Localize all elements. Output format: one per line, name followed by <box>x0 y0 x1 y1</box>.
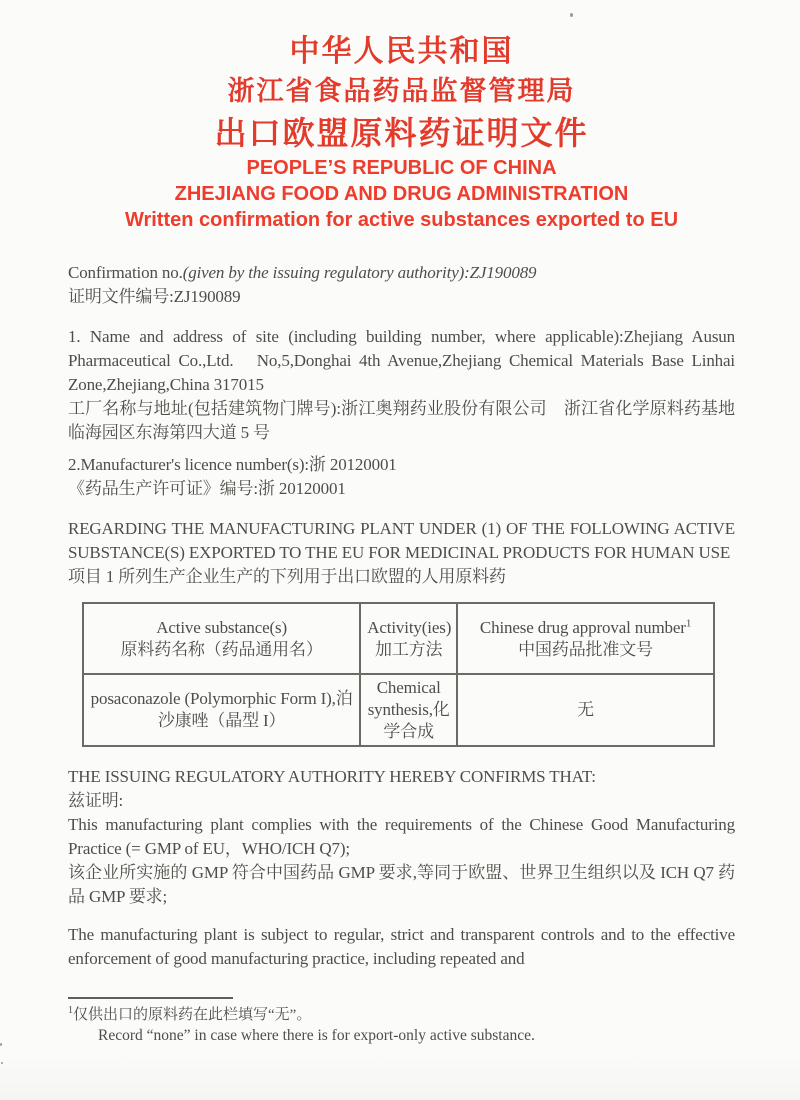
confirmation-number-block <box>68 261 735 309</box>
footnote-separator <box>68 997 233 999</box>
header-agency-en: ZHEJIANG FOOD AND DRUG ADMINISTRATION <box>174 183 629 205</box>
gmp-statement-cn: 该企业所实施的 GMP 符合中国药品 GMP 要求,等同于欧盟、世界卫生组织以及 ICH Q7 药品 GMP 要求; <box>68 863 735 906</box>
footnote-marker: 1 <box>68 1005 73 1016</box>
confirms-heading-en: THE ISSUING REGULATORY AUTHORITY HEREBY CONFIRMS THAT: <box>68 767 596 786</box>
document-header <box>68 33 735 233</box>
header-agency-cn: 浙江省食品药品监督管理局 <box>227 76 576 106</box>
confirmation-number-line-en <box>68 261 735 285</box>
section-2-licence-number <box>68 453 735 501</box>
table-row <box>83 674 714 746</box>
table-header-row <box>83 603 714 674</box>
confirmation-value: (given by the issuing regulatory authority):ZJ190089 <box>182 263 537 282</box>
section-2-text-en: 2.Manufacturer's licence number(s):浙 20120001 <box>68 455 397 474</box>
footnote-marker: 1 <box>685 616 692 629</box>
footnote-text-cn: $^1$仅供出口的原料药在此栏填写“无”。 <box>68 1005 312 1023</box>
scan-speck <box>570 13 573 17</box>
col-header-approval-number: Chinese drug approval number$^1$ 中国药品批准文号 <box>457 603 714 674</box>
cell-approval: 无 <box>457 674 714 746</box>
header-doc-title-cn: 出口欧盟原料药证明文件 <box>214 115 589 151</box>
section-1-text-cn: 工厂名称与地址(包括建筑物门牌号):浙江奥翔药业股份有限公司 浙江省化学原料药基地临海园区东海第四大道 5 号 <box>68 399 735 442</box>
cell-substance: posaconazole (Polymorphic Form I),泊沙康唑（晶型 I） <box>83 674 360 746</box>
confirmation-statements <box>68 765 735 909</box>
controls-statement-en: The manufacturing plant is subject to regular, strict and transparent controls and to the effective enforcement of good manufacturing practice, including repeated and <box>68 925 735 968</box>
confirmation-number-line-cn: 证明文件编号:ZJ190089 <box>68 287 241 306</box>
regarding-text-cn: 项目 1 所列生产企业生产的下列用于出口欧盟的人用原料药 <box>68 567 506 586</box>
footnote-block <box>68 997 735 1047</box>
confirmation-label: Confirmation no. <box>68 263 183 282</box>
header-country-en: PEOPLE’S REPUBLIC OF CHINA <box>246 157 557 179</box>
section-1-text-en: 1. Name and address of site (including building number, where applicable):Zhejiang Ausun Pharmaceutical Co.,Ltd. No,5,Donghai 4th Avenue,Zhejiang Chemical Materials Base Linhai Zone,Zhejiang,China 317015 <box>68 327 735 394</box>
col-header-active-substance: Active substance(s) 原料药名称（药品通用名） <box>83 603 360 674</box>
cell-activity: Chemical synthesis,化学合成 <box>360 674 457 746</box>
section-2-text-cn: 《药品生产许可证》编号:浙 20120001 <box>68 479 346 498</box>
controls-statement <box>68 923 735 971</box>
footnote-text-en: Record “none” in case where there is for export-only active substance. <box>98 1027 535 1044</box>
gmp-statement-en: This manufacturing plant complies with the requirements of the Chinese Good Manufacturing Practice (= GMP of EU，WHO/ICH Q7); <box>68 815 735 858</box>
section-1-site-name-address <box>68 325 735 445</box>
regarding-statement <box>68 517 735 589</box>
active-substance-table <box>82 602 715 747</box>
regarding-text-en: REGARDING THE MANUFACTURING PLANT UNDER (1) OF THE FOLLOWING ACTIVE SUBSTANCE(S) EXPORTED TO THE EU FOR MEDICINAL PRODUCTS FOR HUMAN USE <box>68 519 735 562</box>
scan-speck <box>1 1062 3 1064</box>
header-doc-title-en: Written confirmation for active substances exported to EU <box>124 209 679 231</box>
confirms-heading-cn: 兹证明: <box>68 791 124 810</box>
header-country-cn: 中华人民共和国 <box>289 35 514 68</box>
col-header-activity: Activity(ies) 加工方法 <box>360 603 457 674</box>
scan-speck <box>0 1043 2 1046</box>
